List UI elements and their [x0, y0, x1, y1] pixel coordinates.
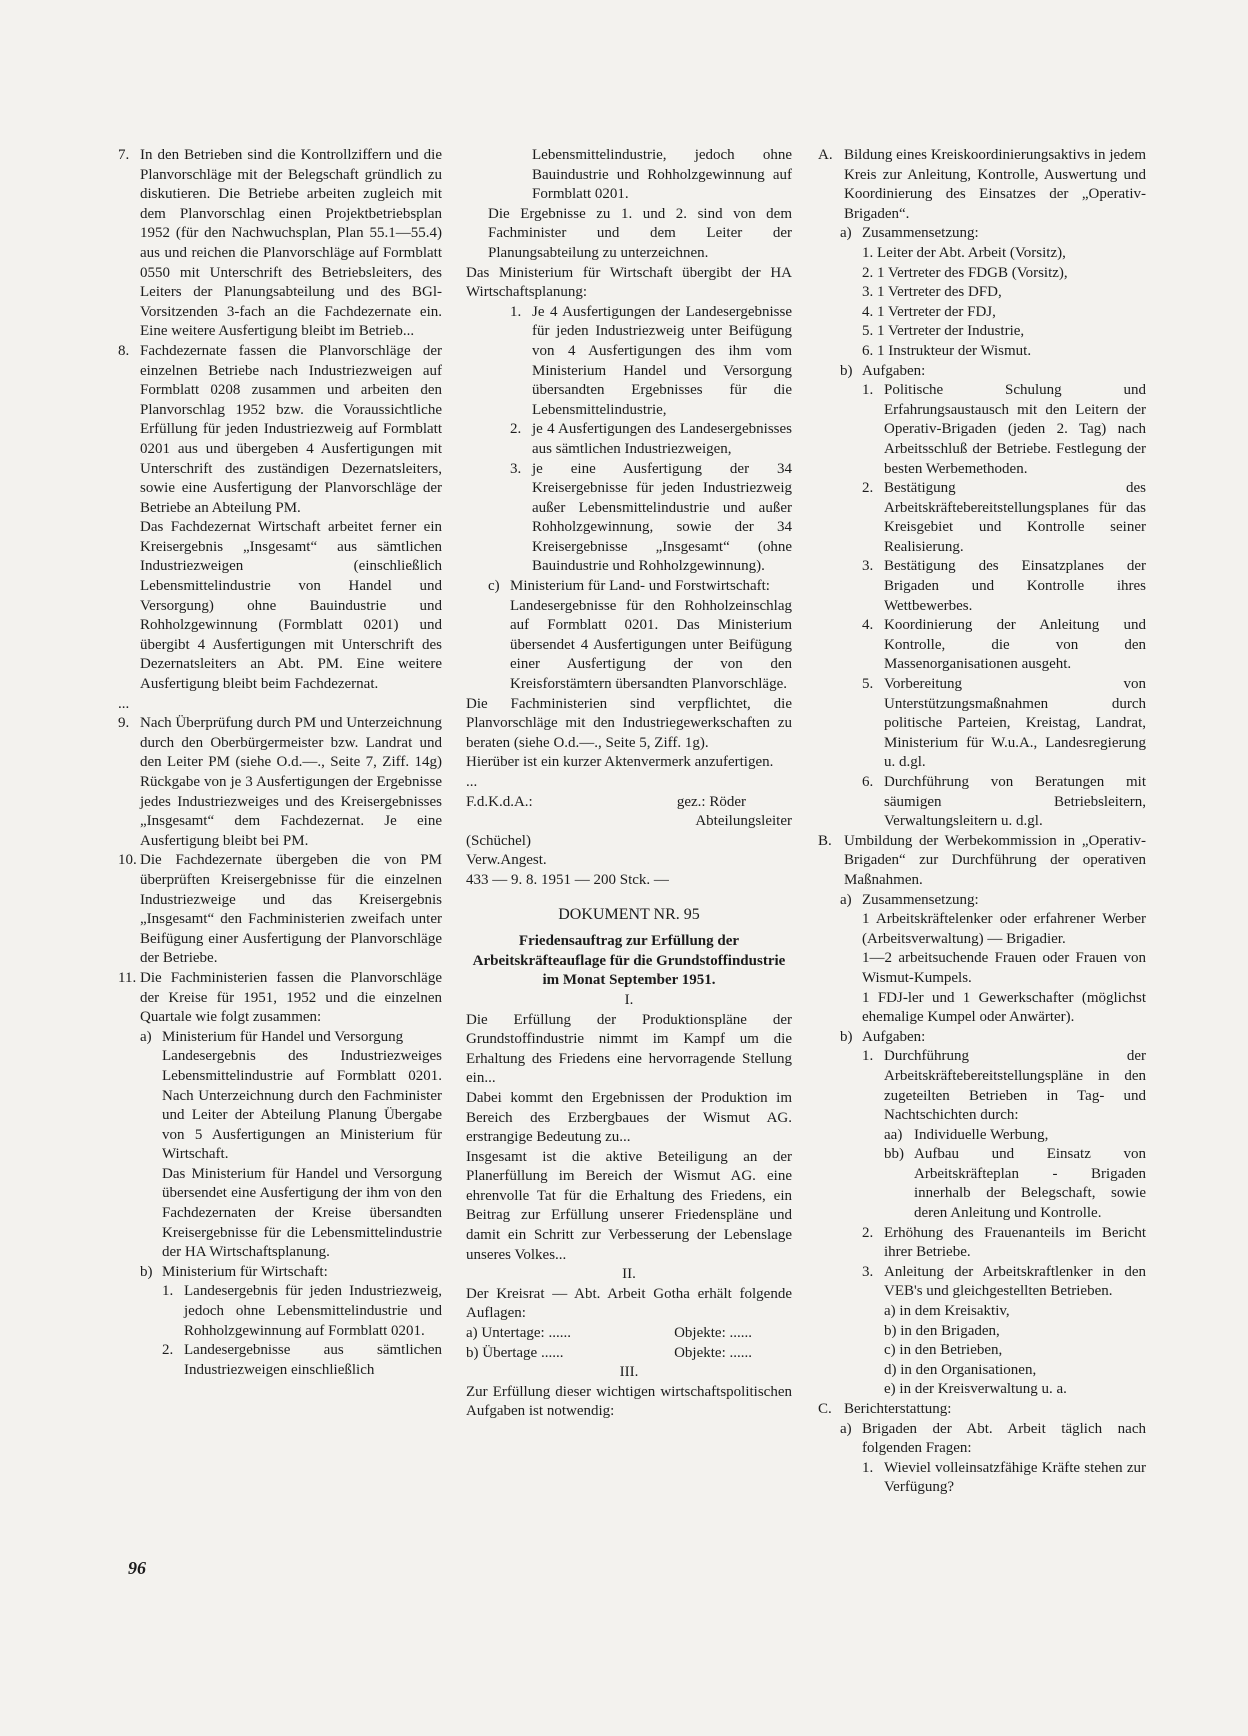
paragraph: Insgesamt ist die aktive Beteiligung an der Planerfüllung im Bereich der Wismut AG. eine ehrenvolle Tat für die Erhaltung des Friedens, ein Beitrag zur Erfüllung unserer Friedenspläne und damit ein Schritt zur Verbesserung der Lebenslage unseres Volkes... — [466, 1148, 792, 1263]
column-1 — [118, 146, 442, 1380]
signature-title: Abteilungsleiter — [695, 813, 792, 830]
list-item: a) Zusammensetzung: — [840, 225, 979, 242]
list-item: 9. Nach Überprüfung durch PM und Unterzeichnung durch den Oberbürgermeister bzw. Landrat und den Leiter PM (siehe O.d.—., Seite 7, Ziff. 14g) Rückgabe von je 3 Ausfertigungen der Ergebnisse jedes Industriezweiges und des Kreisergebnisses „Insgesamt“ dem Fachdezernat. Je eine Ausfertigung bleibt bei PM. — [118, 715, 442, 849]
paragraph: Die Ergebnisse zu 1. und 2. sind von dem Fachminister und dem Leiter der Planungsabteilung zu unterzeichnen. — [488, 205, 792, 261]
list-item: b) Aufgaben: — [840, 362, 926, 379]
signature-row: F.d.K.d.A.: gez.: Röder — [466, 793, 746, 810]
list-item: a) in dem Kreisaktiv, — [884, 1303, 1010, 1320]
list-item: 2. Bestätigung des Arbeitskräftebereitstellungsplanes für das Kreisgebiet und Kontrolle seiner Realisierung. — [862, 480, 1146, 555]
list-item: 2. je 4 Ausfertigungen des Landesergebnisses aus sämtlichen Industriezweigen, — [510, 421, 792, 457]
list-item: A. Bildung eines Kreiskoordinierungsaktivs in jedem Kreis zur Anleitung, Kontrolle, Auswertung und Koordinierung des Einsatzes der „Operativ-Brigaden“. — [818, 147, 1146, 222]
signer-title: Verw.Angest. — [466, 852, 547, 869]
section-number: I. — [624, 991, 634, 1008]
ellipsis: ... — [118, 695, 130, 712]
paragraph: Lebensmittelindustrie, jedoch ohne Bauindustrie und Rohholzgewinnung auf Formblatt 0201. — [532, 147, 792, 203]
list-item: 6. Durchführung von Beratungen mit säumigen Betriebsleitern, Verwaltungsleitern u. d.gl. — [862, 774, 1146, 830]
paragraph: Dabei kommt den Ergebnissen der Produktion im Bereich des Erzbergbaues der Wismut AG. erstrangige Bedeutung zu... — [466, 1089, 792, 1146]
list-item: 2. Erhöhung des Frauenanteils im Bericht ihrer Betriebe. — [862, 1224, 1146, 1261]
list-item: 1. Landesergebnis für jeden Industriezweig, jedoch ohne Lebensmittelindustrie und Rohholzgewinnung auf Formblatt 0201. — [162, 1283, 442, 1339]
list-item: 1. Durchführung der Arbeitskräftebereitstellungspläne in den zugeteilten Betrieben in Tag- und Nachtschichten durch: — [862, 1048, 1146, 1124]
list-item: 10. Die Fachdezernate übergeben die von PM überprüften Kreisergebnisse für die einzelnen Industriezweige und das Kreisergebnis „Insgesamt“ den Fachministerien zweifach unter Beifügung einer Ausfertigung der Planvorschläge der Betriebe. — [118, 852, 442, 967]
paragraph: Das Fachdezernat Wirtschaft arbeitet ferner ein Kreisergebnis „Insgesamt“ aus sämtlichen Industriezweigen (einschließlich Lebensmittelindustrie von Handel und Versorgung) ohne Bauindustrie und Rohholzgewinnung (Formblatt 0201) und übergibt 4 Ausfertigungen mit Unterschrift des Dezernatsleiters an Abt. PM. Eine weitere Ausfertigung bleibt beim Fachdezernat. — [140, 519, 442, 693]
print-note: 433 — 9. 8. 1951 — 200 Stck. — — [466, 871, 669, 888]
paragraph: Die Erfüllung der Produktionspläne der Grundstoffindustrie nimmt im Kampf um die Erhaltung des Friedens eine hervorragende Stellung ein... — [466, 1011, 792, 1087]
list-item: 4. Koordinierung der Anleitung und Kontrolle, die von den Massenorganisationen ausgeht. — [862, 617, 1146, 673]
list-item: 3. je eine Ausfertigung der 34 Kreisergebnisse für jeden Industriezweig außer Lebensmittelindustrie und außer Rohholzgewinnung, sowie der 34 Kreisergebnisse „Insgesamt“ (ohne Bauindustrie und Rohholzgewinnung). — [510, 460, 792, 575]
signer-name: (Schüchel) — [466, 832, 531, 849]
list-item: d) in den Organisationen, — [884, 1361, 1037, 1378]
section-number: III. — [619, 1364, 639, 1381]
column-2 — [466, 146, 792, 1422]
paragraph: 1—2 arbeitsuchende Frauen oder Frauen von Wismut-Kumpels. — [862, 950, 1146, 986]
column-3 — [818, 146, 1146, 1498]
list-item: 1. Politische Schulung und Erfahrungsaustausch mit den Leitern der Operativ-Brigaden (jeden 2. Tag) nach Arbeitsschluß der Betriebe. Festlegung der besten Werbemethoden. — [862, 382, 1146, 477]
list-item: 3. Bestätigung des Einsatzplanes der Brigaden und Kontrolle ihres Wettbewerbes. — [862, 558, 1146, 614]
paragraph: Der Kreisrat — Abt. Arbeit Gotha erhält folgende Auflagen: — [466, 1285, 792, 1322]
list-item: C. Berichterstattung: — [818, 1401, 952, 1417]
list-item: a) Ministerium für Handel und Versorgung — [140, 1028, 404, 1045]
auflage-row: a) Untertage: ...... Objekte: ...... — [466, 1325, 752, 1342]
list-item: c) in den Betrieben, — [884, 1342, 1003, 1359]
paragraph: Das Ministerium für Wirtschaft übergibt der HA Wirtschaftsplanung: — [466, 264, 792, 301]
list-item: 1. Je 4 Ausfertigungen der Landesergebnisse für jeden Industriezweig unter Beifügung von 4 Ausfertigungen des ihm vom Ministerium Handel und Versorgung übersandten Ergebnisses für die Lebensmittelindustrie, — [510, 303, 792, 418]
paragraph: Zur Erfüllung dieser wichtigen wirtschaftspolitischen Aufgaben ist notwendig: — [466, 1383, 792, 1420]
list-item: bb) Aufbau und Einsatz von Arbeitskräfteplan - Brigaden innerhalb der Belegschaft, sowie deren Anleitung und Kontrolle. — [884, 1146, 1146, 1222]
paragraph: Landesergebnis des Industriezweiges Lebensmittelindustrie auf Formblatt 0201. Nach Unterzeichnung durch den Fachminister und Leiter der Abteilung Planung Übergabe von 5 Ausfertigungen an Ministerium für Wirtschaft. — [162, 1048, 442, 1163]
list-item: b) in den Brigaden, — [884, 1322, 1000, 1339]
list-item: 6. 1 Instrukteur der Wismut. — [862, 342, 1032, 359]
page-number: 96 — [128, 1558, 146, 1578]
document-heading: DOKUMENT NR. 95 — [558, 905, 700, 923]
paragraph: Landesergebnisse für den Rohholzeinschlag auf Formblatt 0201. Das Ministerium übersendet 4 Ausfertigungen unter Beifügung einer Ausfertigung der von den Kreisforstämtern übersandten Planvorschläge. — [510, 597, 792, 693]
list-item: 3. Anleitung der Arbeitskraftlenker in den VEB's und gleichgestellten Betrieben. — [862, 1263, 1146, 1300]
list-item: 2. Landesergebnisse aus sämtlichen Industriezweigen einschließlich — [162, 1342, 442, 1378]
paragraph: Die Fachministerien sind verpflichtet, die Planvorschläge mit den Industriegewerkschaften zu beraten (siehe O.d.—., Seite 5, Ziff. 1g). — [466, 695, 792, 751]
list-item: B. Umbildung der Werbekommission in „Operativ-Brigaden“ zur Durchführung der operativen Maßnahmen. — [818, 832, 1146, 888]
section-number: II. — [622, 1266, 636, 1283]
list-item: 7. In den Betrieben sind die Kontrollziffern und die Planvorschläge mit der Belegschaft gründlich zu diskutieren. Die Betriebe arbeiten zugleich mit dem Planvorschlag einen Projektbetriebsplan 1952 (für den Nachwuchsplan, Plan 55.1—55.4) aus und reichen die Planvorschläge auf Formblatt 0550 mit Unterschrift des Betriebsleiters, des Leiters der Planungsabteilung und des BGl-Vorsitzenden 3-fach an die Fachdezernate ein. Eine weitere Ausfertigung bleibt im Betrieb... — [118, 147, 442, 340]
paragraph: Das Ministerium für Handel und Versorgung übersendet eine Ausfertigung der ihm von den Fachdezernaten der Kreise übersandten Kreisergebnisse für die Lebensmittelindustrie der HA Wirtschaftsplanung. — [162, 1165, 442, 1261]
list-item: b) Aufgaben: — [840, 1028, 926, 1045]
list-item: aa) Individuelle Werbung, — [884, 1126, 1049, 1143]
list-item: 5. Vorbereitung von Unterstützungsmaßnahmen durch politische Parteien, Kreistag, Landrat, Ministerium für W.u.A., Landesregierung u. d.gl. — [862, 676, 1146, 771]
auflage-row: b) Übertage ...... Objekte: ...... — [466, 1344, 752, 1361]
list-item: c) Ministerium für Land- und Forstwirtschaft: — [488, 578, 770, 595]
list-item: 8. Fachdezernate fassen die Planvorschläge der einzelnen Betriebe nach Industriezweigen auf Formblatt 0208 zusammen und arbeiten den Planvorschlag 1952 bzw. die Voraussichtliche Erfüllung für jeden Industriezweig auf Formblatt 0201 aus und übergeben 4 Ausfertigungen mit Unterschrift des zuständigen Dezernatsleiters, sowie eine Ausfertigung der Planvorschläge der Betriebe an Abteilung PM. — [118, 342, 442, 516]
paragraph: 1 FDJ-ler und 1 Gewerkschafter (möglichst ehemalige Kumpel oder Anwärter). — [862, 989, 1146, 1026]
document-title: Friedensauftrag zur Erfüllung der Arbeitskräfteauflage für die Grundstoffindustrie im Monat September 1951. — [472, 933, 786, 989]
list-item: 11. Die Fachministerien fassen die Planvorschläge der Kreise für 1951, 1952 und die einzelnen Quartale wie folgt zusammen: — [118, 969, 442, 1026]
list-item: 5. 1 Vertreter der Industrie, — [862, 323, 1025, 340]
list-item: a) Brigaden der Abt. Arbeit täglich nach folgenden Fragen: — [840, 1420, 1146, 1457]
list-item: e) in der Kreisverwaltung u. a. — [884, 1381, 1067, 1398]
list-item: a) Zusammensetzung: — [840, 891, 979, 908]
list-item: 1. Leiter der Abt. Arbeit (Vorsitz), — [862, 244, 1066, 261]
list-item: 2. 1 Vertreter des FDGB (Vorsitz), — [862, 264, 1068, 281]
paragraph: Hierüber ist ein kurzer Aktenvermerk anzufertigen. — [466, 754, 774, 771]
list-item: 1. Wieviel volleinsatzfähige Kräfte stehen zur Verfügung? — [862, 1459, 1146, 1496]
list-item: b) Ministerium für Wirtschaft: — [140, 1263, 328, 1280]
ellipsis: ... — [466, 774, 478, 790]
list-item: 3. 1 Vertreter des DFD, — [862, 284, 1002, 301]
list-item: 4. 1 Vertreter der FDJ, — [862, 303, 996, 320]
paragraph: 1 Arbeitskräftelenker oder erfahrener Werber (Arbeitsverwaltung) — Brigadier. — [862, 911, 1146, 947]
